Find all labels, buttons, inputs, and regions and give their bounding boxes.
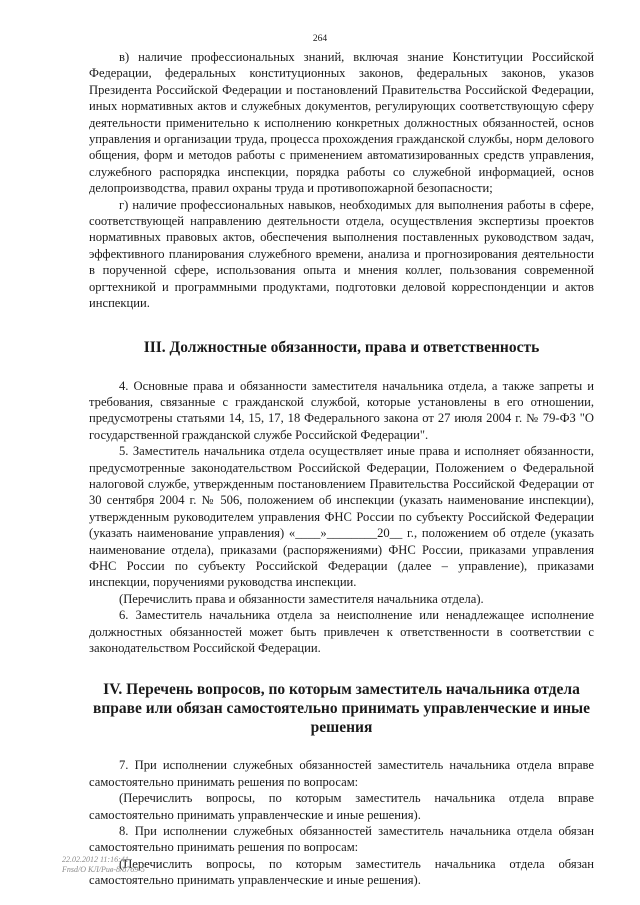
section-4-title: IV. Перечень вопросов, по которым заместитель начальника отдела вправе или обязан самостоятельно принимать управленческие и иные решения — [92, 681, 590, 737]
page-number: 264 — [312, 34, 328, 44]
paragraph-6: 6. Заместитель начальника отдела за неисполнение или ненадлежащее исполнение должностных обязанностей может быть привлечен к ответственности в соответствии с законодательством Российской Федерации. — [89, 608, 594, 655]
stamp-timestamp: 22.02.2012 11:16:41 — [62, 855, 129, 864]
paragraph-5: 5. Заместитель начальника отдела осуществляет иные права и исполняет обязанности, предусмотренные законодательством Российской Федерации, Положением о Федеральной налоговой службе, утвержденным постановлением Правительства Российской Федерации от 30 сентября 2004 г. № 506, положением об инспекции (указать наименование инспекции), утвержденным руководителем управления ФНС России по субъекту Российской Федерации (указать наименование управления) «____»________20__ г., положением об отделе (указать наименование отдела), приказами (распоряжениями) ФНС России, приказами управления ФНС России по субъекту Российской Федерации (далее – управление), приказами инспекции, поручениями руководства инспекции. — [89, 444, 594, 590]
paragraph-7-note: (Перечислить вопросы, по которым заместитель начальника отдела вправе самостоятельно принимать управленческие и иные решения). — [89, 791, 594, 822]
paragraph-item-g: г) наличие профессиональных навыков, необходимых для выполнения работы в сфере, соответствующей направлению деятельности отдела, осуществления экспертизы проектов нормативных правовых актов, обеспечения выполнения поставленных руководством задач, эффективного планирования служебного времени, анализа и прогнозирования деятельности в порученной сфере, использования опыта и мнения коллег, пользования современной оргтехникой и программными продуктами, подготовки деловой корреспонденции и актов инспекции. — [89, 197, 594, 311]
document-stamp — [62, 855, 145, 875]
paragraph-8-note: (Перечислить вопросы, по которым заместитель начальника отдела обязан самостоятельно принимать управленческие и иные решения). — [89, 856, 594, 888]
paragraph-5-note: (Перечислить права и обязанности заместителя начальника отдела). — [119, 591, 484, 606]
section-3-title: III. Должностные обязанности, права и ответственность — [143, 338, 540, 356]
paragraph-4: 4. Основные права и обязанности заместителя начальника отдела, а также запреты и требования, связанные с гражданской службой, которые установлены в его отношении, предусмотрены статьями 14, 15, 17, 18 Федерального закона от 27 июля 2004 г. № 79-ФЗ "О государственной гражданской службе Российской Федерации". — [89, 378, 594, 442]
paragraph-7: 7. При исполнении служебных обязанностей заместитель начальника отдела вправе самостоятельно принимать решения по вопросам: — [89, 758, 594, 789]
paragraph-item-v: в) наличие профессиональных знаний, включая знание Конституции Российской Федерации, федеральных конституционных законов, федеральных законов, указов Президента Российской Федерации и постановлений Правительства Российской Федерации, иных нормативных актов и служебных документов, регулирующих соответствующую сферу деятельности применительно к исполнению конкретных должностных обязанностей, основ управления и организации труда, процесса прохождения гражданской службы, норм делового общения, форм и методов работы с применением автоматизированных средств управления, служебного распорядка инспекции, порядка работы со служебной информацией, основ делопроизводства, правил охраны труда и противопожарной безопасности; — [89, 50, 594, 196]
stamp-reference: Fnsd/O КЛ/Рив-8/8769-5 — [62, 865, 145, 874]
paragraph-8: 8. При исполнении служебных обязанностей заместитель начальника отдела обязан самостоятельно принимать решения по вопросам: — [89, 824, 594, 855]
document-body — [89, 49, 594, 889]
